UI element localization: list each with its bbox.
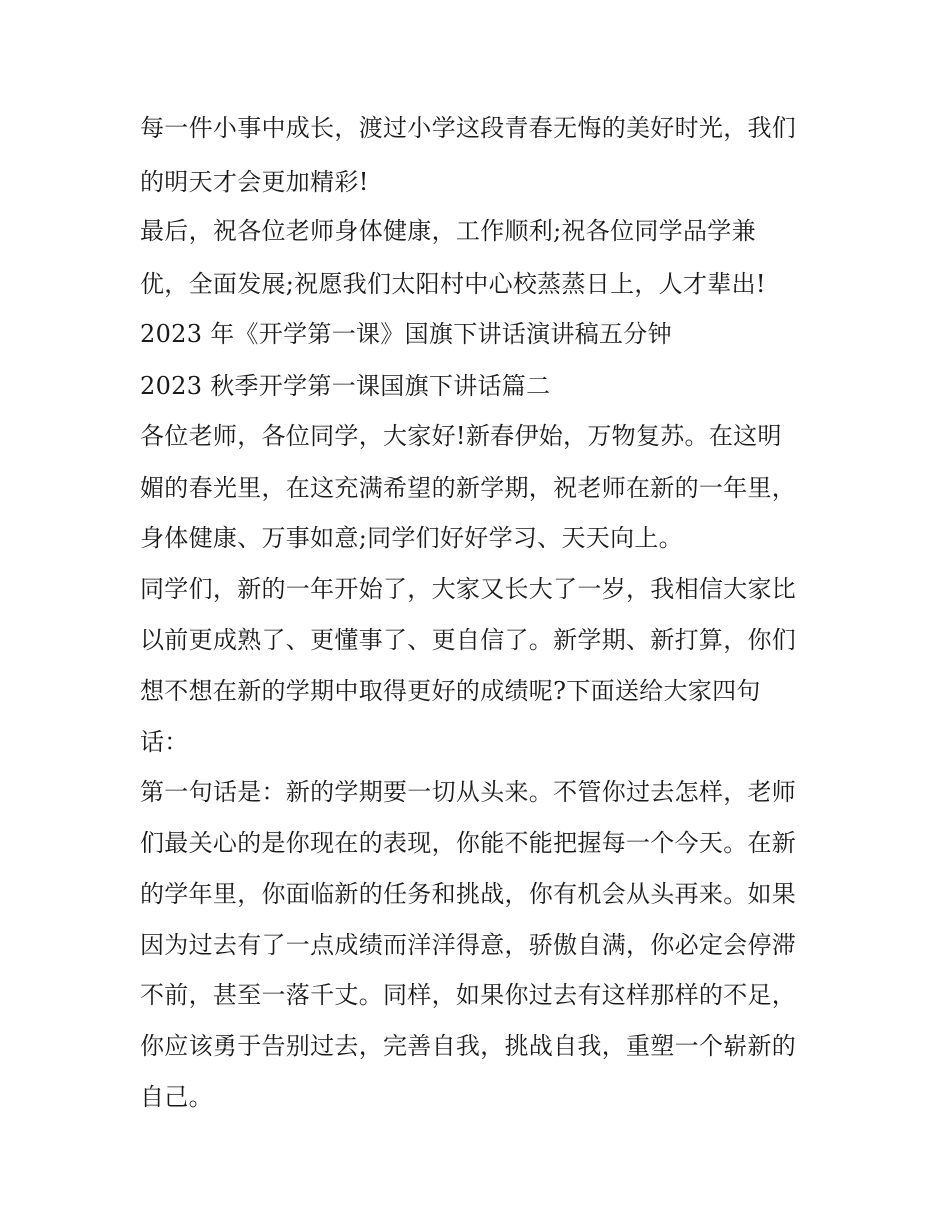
text-line: 优，全面发展;祝愿我们太阳村中心校蒸蒸日上，人才辈出!	[140, 270, 766, 298]
text-line: 不前，甚至一落千丈。同样，如果你过去有这样那样的不足，	[140, 981, 797, 1009]
text-line: 每一件小事中成长，渡过小学这段青春无悔的美好时光，我们	[140, 114, 797, 142]
text-line: 的学年里，你面临新的任务和挑战，你有机会从头再来。如果	[140, 880, 797, 908]
text-line: 各位老师，各位同学，大家好!新春伊始，万物复苏。在这明	[140, 422, 782, 450]
text-line: 话：	[140, 728, 189, 756]
text-line: 媚的春光里，在这充满希望的新学期，祝老师在新的一年里，	[140, 474, 797, 502]
text-line: 你应该勇于告别过去，完善自我，挑战自我，重塑一个崭新的	[140, 1032, 797, 1060]
text-line: 的明天才会更加精彩!	[140, 168, 369, 196]
text-line: 以前更成熟了、更懂事了、更自信了。新学期、新打算，你们	[140, 626, 797, 654]
text-line: 想不想在新的学期中取得更好的成绩呢?下面送给大家四句	[140, 677, 761, 705]
text-line: 身体健康、万事如意;同学们好好学习、天天向上。	[140, 524, 683, 552]
heading-line: 2023 秋季开学第一课国旗下讲话篇二	[140, 372, 551, 400]
heading-line: 2023 年《开学第一课》国旗下讲话演讲稿五分钟	[140, 320, 672, 348]
text-line: 第一句话是：新的学期要一切从头来。不管你过去怎样，老师	[140, 778, 797, 806]
text-line: 自己。	[140, 1083, 213, 1111]
text-line: 最后，祝各位老师身体健康，工作顺利;祝各位同学品学兼	[140, 217, 756, 245]
text-line: 们最关心的是你现在的表现，你能不能把握每一个今天。在新	[140, 829, 797, 857]
text-line: 因为过去有了一点成绩而洋洋得意，骄傲自满，你必定会停滞	[140, 931, 797, 959]
text-line: 同学们，新的一年开始了，大家又长大了一岁，我相信大家比	[140, 575, 797, 603]
